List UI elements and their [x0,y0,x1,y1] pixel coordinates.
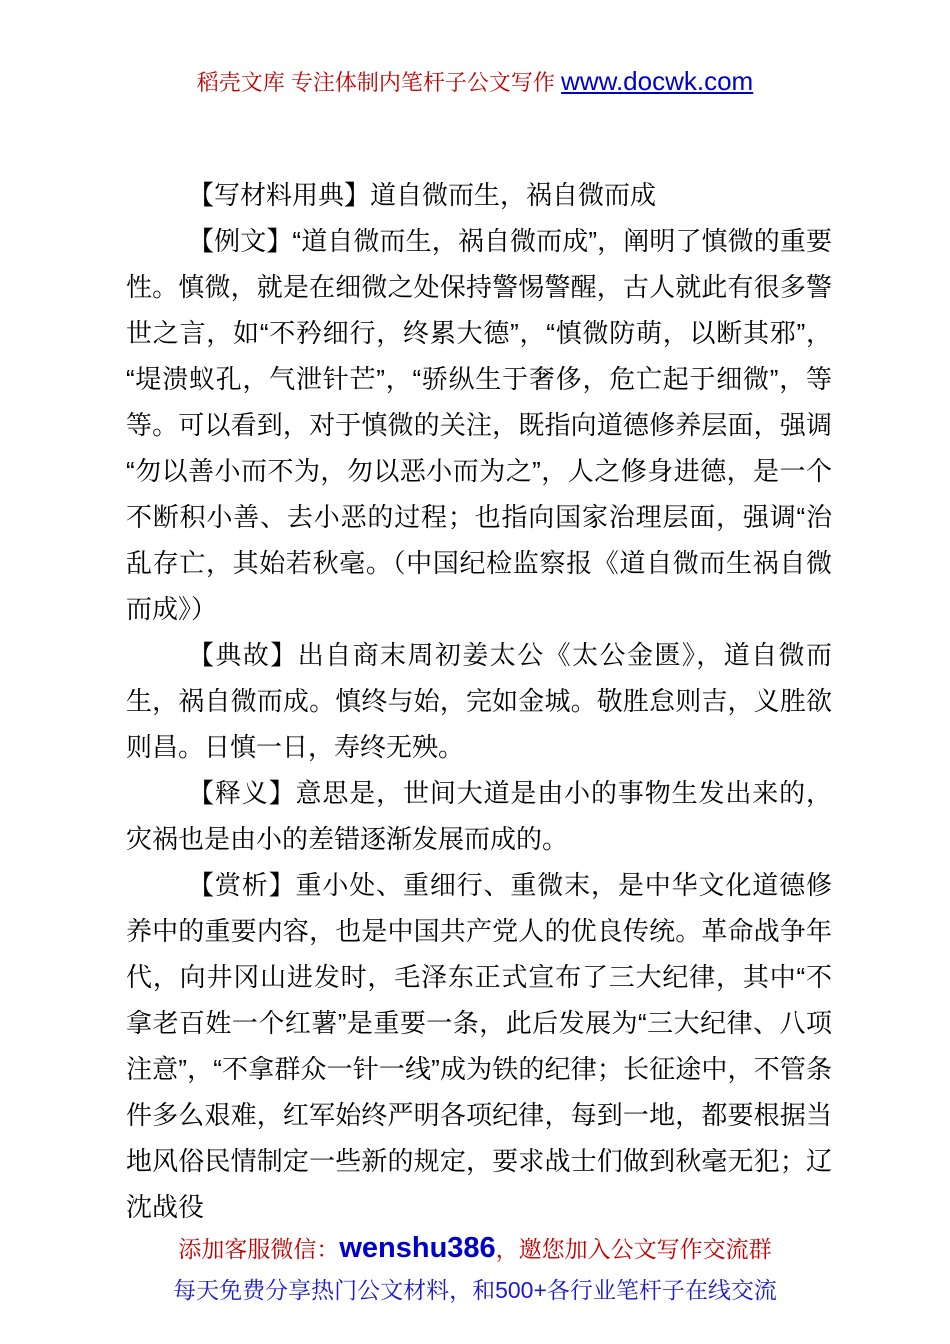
header-brand-text: 稻壳文库 专注体制内笔杆子公文写作 [196,70,555,95]
document-title: 【写材料用典】道自微而生，祸自微而成 [188,180,657,210]
footer-contact-prefix: 添加客服微信： [178,1236,340,1262]
footer-contact-suffix: ，邀您加入公文写作交流群 [495,1236,772,1262]
paragraph-shiyi: 【释义】意思是，世间大道是由小的事物生发出来的，灾祸也是由小的差错逐渐发展而成的。 [126,778,832,854]
footer-contact-line [0,1228,950,1270]
paragraph-liwen: 【例文】“道自微而生，祸自微而成”，阐明了慎微的重要性。慎微，就是在细微之处保持警惕警醒，古人就此有很多警世之言，如“不矜细行，终累大德”，“慎微防萌，以断其邪”，“堤溃蚁孔，气泄针芒”，“骄纵生于奢侈，危亡起于细微”，等等。可以看到，对于慎微的关注，既指向道德修养层面，强调“勿以善小而不为，勿以恶小而为之”，人之修身进德，是一个不断积小善、去小恶的过程；也指向国家治理层面，强调“治乱存亡，其始若秋毫。（中国纪检监察报《道自微而生祸自微而成》） [126,226,832,624]
page-header [0,0,950,100]
paragraph-shangxi: 【赏析】重小处、重细行、重微末，是中华文化道德修养中的重要内容，也是中国共产党人的优良传统。革命战争年代，向井冈山进发时，毛泽东正式宣布了三大纪律，其中“不拿老百姓一个红薯”是重要一条，此后发展为“三大纪律、八项注意”，“不拿群众一针一线”成为铁的纪律；长征途中，不管条件多么艰难，红军始终严明各项纪律，每到一地，都要根据当地风俗民情制定一些新的规定，要求战士们做到秋毫无犯；辽沈战役 [126,870,832,1222]
wechat-id: wenshu386 [339,1232,496,1264]
header-site-link[interactable]: www.docwk.com [561,66,754,96]
page-footer [0,1228,950,1311]
footer-promo-line: 每天免费分享热门公文材料，和500+各行业笔杆子在线交流 [173,1277,777,1303]
document-body [126,172,832,1230]
paragraph-diangu: 【典故】出自商末周初姜太公《太公金匮》，道自微而生，祸自微而成。慎终与始，完如金城。敬胜怠则吉，义胜欲则昌。日慎一日，寿终无殃。 [126,640,832,762]
